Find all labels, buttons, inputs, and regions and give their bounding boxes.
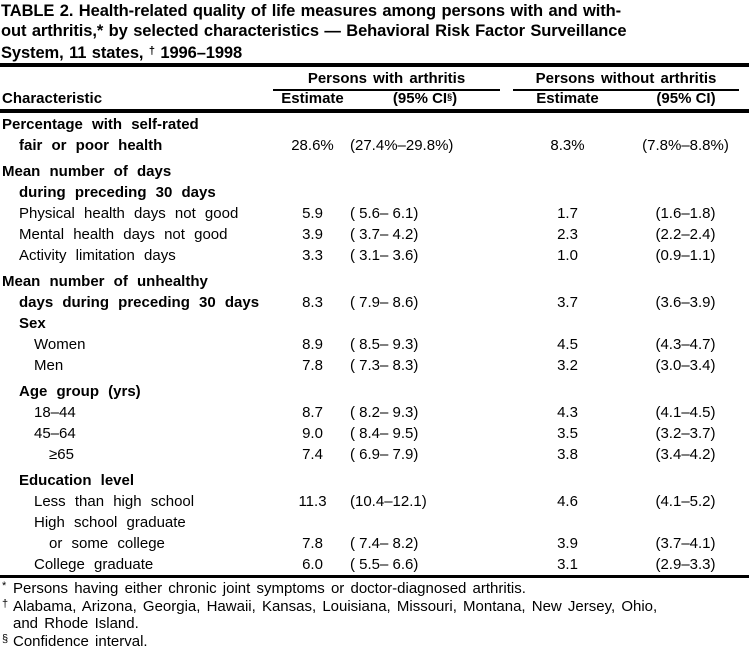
estimate-without-arthritis: 3.7 — [557, 294, 578, 311]
table-row — [0, 402, 749, 423]
table-row — [0, 334, 749, 355]
ci-without-arthritis — [622, 512, 749, 533]
ci-without-arthritis: (2.9–3.3) — [655, 556, 716, 573]
ci-without-arthritis: (1.6–1.8) — [655, 205, 716, 222]
ci-with-arthritis — [350, 313, 513, 334]
ci-without-arthritis — [622, 470, 749, 491]
row-label: Activity limitation days — [19, 247, 176, 264]
estimate-without-arthritis: 4.6 — [557, 493, 578, 510]
table-row — [0, 491, 749, 512]
table-header — [0, 67, 749, 113]
ci-with-arthritis: ( 8.5– 9.3) — [350, 336, 419, 353]
ci-without-arthritis: (3.4–4.2) — [655, 446, 716, 463]
estimate-without-column-header: Estimate — [536, 90, 599, 107]
footnote-text: Persons having either chronic joint symptoms or doctor-diagnosed arthritis. — [13, 580, 526, 597]
ci-with-arthritis — [350, 470, 513, 491]
row-label: during preceding 30 days — [19, 184, 216, 201]
estimate-with-arthritis: 3.9 — [302, 226, 323, 243]
row-label: College graduate — [34, 556, 154, 573]
table-row — [0, 355, 749, 376]
ci-with-arthritis: ( 7.4– 8.2) — [350, 535, 419, 552]
estimate-without-arthritis — [513, 381, 622, 402]
footnote-section — [0, 633, 749, 651]
row-label: Men — [34, 357, 64, 374]
table-row — [0, 512, 749, 533]
ci-without-arthritis — [622, 161, 749, 182]
row-label: High school graduate — [34, 514, 186, 531]
estimate-without-arthritis: 4.5 — [557, 336, 578, 353]
ci-without-arthritis — [622, 381, 749, 402]
estimate-without-arthritis — [513, 161, 622, 182]
footnotes — [0, 578, 749, 650]
estimate-with-arthritis: 7.4 — [302, 446, 323, 463]
group-header-without-arthritis: Persons without arthritis — [513, 70, 739, 91]
ci-without-arthritis: (2.2–2.4) — [655, 226, 716, 243]
ci-with-arthritis: ( 7.9– 8.6) — [350, 294, 419, 311]
footnote-text: Alabama, Arizona, Georgia, Hawaii, Kansas, Louisiana, Missouri, Montana, New Jersey, Ohio, — [13, 597, 658, 615]
estimate-with-column-header: Estimate — [281, 90, 344, 107]
ci-without-arthritis: (4.1–5.2) — [655, 493, 716, 510]
asterisk-marker: * — [2, 580, 7, 592]
estimate-without-arthritis — [513, 470, 622, 491]
row-label: fair or poor health — [19, 137, 163, 154]
estimate-with-arthritis: 8.3 — [302, 294, 323, 311]
ci-without-arthritis: (3.7–4.1) — [655, 535, 716, 552]
title-line-2: out arthritis,* by selected characteristics — Behavioral Risk Factor Surveillance — [1, 22, 627, 40]
table-row — [0, 444, 749, 465]
table-row — [0, 423, 749, 444]
title-line-3-years: 1996–1998 — [160, 44, 243, 62]
ci-with-arthritis: (27.4%–29.8%) — [350, 137, 454, 154]
ci-with-arthritis — [350, 182, 513, 203]
estimate-with-arthritis — [275, 161, 350, 182]
table-row — [0, 114, 749, 135]
ci-without-arthritis: (3.2–3.7) — [655, 425, 716, 442]
ci-with-arthritis: ( 3.1– 3.6) — [350, 247, 419, 264]
estimate-with-arthritis — [275, 381, 350, 402]
estimate-with-arthritis — [275, 512, 350, 533]
section-footnote-marker: § — [447, 92, 453, 102]
estimate-without-arthritis: 1.7 — [557, 205, 578, 222]
table-row — [0, 271, 749, 292]
estimate-with-arthritis — [275, 271, 350, 292]
estimate-without-arthritis: 3.2 — [557, 357, 578, 374]
title-line-3-text: System, 11 states, — [1, 44, 149, 62]
table-row — [0, 470, 749, 491]
row-label: Mean number of days — [2, 163, 172, 180]
table-row — [0, 245, 749, 266]
estimate-with-arthritis: 7.8 — [302, 357, 323, 374]
estimate-with-arthritis: 11.3 — [298, 493, 327, 510]
estimate-without-arthritis: 3.9 — [557, 535, 578, 552]
row-label: 45–64 — [34, 425, 76, 442]
table-row — [0, 182, 749, 203]
estimate-without-arthritis — [513, 512, 622, 533]
estimate-with-arthritis: 7.8 — [302, 535, 323, 552]
dagger-footnote-marker: † — [148, 45, 155, 57]
ci-with-arthritis — [350, 114, 513, 135]
row-label: Less than high school — [34, 493, 195, 510]
estimate-with-arthritis: 5.9 — [302, 205, 323, 222]
estimate-without-arthritis: 3.1 — [557, 556, 578, 573]
row-label: ≥65 — [49, 446, 74, 463]
table-title — [0, 0, 749, 63]
ci-with-column-header — [360, 90, 490, 107]
row-label: days during preceding 30 days — [19, 294, 260, 311]
estimate-with-arthritis — [275, 313, 350, 334]
row-label: Mean number of unhealthy — [2, 273, 208, 290]
ci-with-arthritis: ( 7.3– 8.3) — [350, 357, 419, 374]
table-row — [0, 161, 749, 182]
estimate-without-arthritis: 1.0 — [557, 247, 578, 264]
table-row — [0, 292, 749, 313]
characteristic-column-header: Characteristic — [2, 90, 103, 107]
estimate-without-arthritis: 3.5 — [557, 425, 578, 442]
row-label: Mental health days not good — [19, 226, 228, 243]
section-marker: § — [2, 632, 9, 645]
table-row — [0, 533, 749, 554]
table-row — [0, 135, 749, 156]
estimate-without-arthritis: 3.8 — [557, 446, 578, 463]
ci-with-arthritis: ( 5.5– 6.6) — [350, 556, 419, 573]
ci-without-arthritis: (7.8%–8.8%) — [642, 137, 729, 154]
estimate-without-arthritis: 4.3 — [557, 404, 578, 421]
estimate-without-arthritis: 2.3 — [557, 226, 578, 243]
table-row — [0, 224, 749, 245]
ci-with-arthritis: ( 5.6– 6.1) — [350, 205, 419, 222]
estimate-with-arthritis: 9.0 — [302, 425, 323, 442]
row-label: Age group (yrs) — [19, 383, 141, 400]
ci-without-arthritis: (3.0–3.4) — [655, 357, 716, 374]
title-line-3 — [1, 41, 749, 63]
estimate-with-arthritis: 6.0 — [302, 556, 323, 573]
ci-with-arthritis — [350, 381, 513, 402]
ci-with-header-text: (95% CI — [392, 90, 448, 107]
estimate-without-arthritis — [513, 114, 622, 135]
row-label: Physical health days not good — [19, 205, 239, 222]
footnote-asterisk — [0, 580, 749, 598]
ci-without-arthritis — [622, 182, 749, 203]
row-label: Sex — [19, 315, 46, 332]
ci-with-arthritis: (10.4–12.1) — [350, 493, 427, 510]
estimate-without-arthritis — [513, 271, 622, 292]
estimate-with-arthritis: 8.7 — [302, 404, 323, 421]
group-header-with-arthritis: Persons with arthritis — [273, 70, 500, 91]
ci-with-arthritis: ( 3.7– 4.2) — [350, 226, 419, 243]
estimate-with-arthritis: 28.6% — [291, 137, 334, 154]
ci-without-arthritis: (4.3–4.7) — [655, 336, 716, 353]
ci-without-arthritis — [622, 313, 749, 334]
dagger-marker: † — [2, 597, 9, 610]
estimate-with-arthritis — [275, 470, 350, 491]
table-body — [0, 113, 749, 575]
row-label: or some college — [49, 535, 165, 552]
estimate-without-arthritis — [513, 182, 622, 203]
ci-with-arthritis — [350, 161, 513, 182]
table-row — [0, 203, 749, 224]
ci-with-arthritis — [350, 271, 513, 292]
ci-with-arthritis: ( 6.9– 7.9) — [350, 446, 419, 463]
ci-without-arthritis — [622, 114, 749, 135]
estimate-without-arthritis — [513, 313, 622, 334]
ci-with-header-paren: ) — [452, 90, 458, 107]
estimate-without-arthritis: 8.3% — [550, 137, 585, 154]
row-label: Percentage with self-rated — [2, 116, 199, 133]
ci-without-arthritis: (3.6–3.9) — [655, 294, 716, 311]
table-row — [0, 313, 749, 334]
ci-without-column-header: (95% CI) — [656, 90, 716, 107]
estimate-with-arthritis — [275, 182, 350, 203]
footnote-dagger — [0, 598, 749, 633]
estimate-with-arthritis: 3.3 — [302, 247, 323, 264]
table-row — [0, 381, 749, 402]
ci-with-arthritis — [350, 512, 513, 533]
ci-without-arthritis: (0.9–1.1) — [655, 247, 716, 264]
ci-with-arthritis: ( 8.4– 9.5) — [350, 425, 419, 442]
ci-with-arthritis: ( 8.2– 9.3) — [350, 404, 419, 421]
ci-without-arthritis — [622, 271, 749, 292]
footnote-text: Confidence interval. — [13, 632, 148, 650]
estimate-with-arthritis: 8.9 — [302, 336, 323, 353]
table-row — [0, 554, 749, 575]
footnote-text-continuation: and Rhode Island. — [13, 615, 139, 632]
row-label: Education level — [19, 472, 135, 489]
estimate-with-arthritis — [275, 114, 350, 135]
row-label: 18–44 — [34, 404, 76, 421]
title-line-1: TABLE 2. Health-related quality of life measures among persons with and with- — [1, 2, 622, 20]
row-label: Women — [34, 336, 86, 353]
ci-without-arthritis: (4.1–4.5) — [655, 404, 716, 421]
